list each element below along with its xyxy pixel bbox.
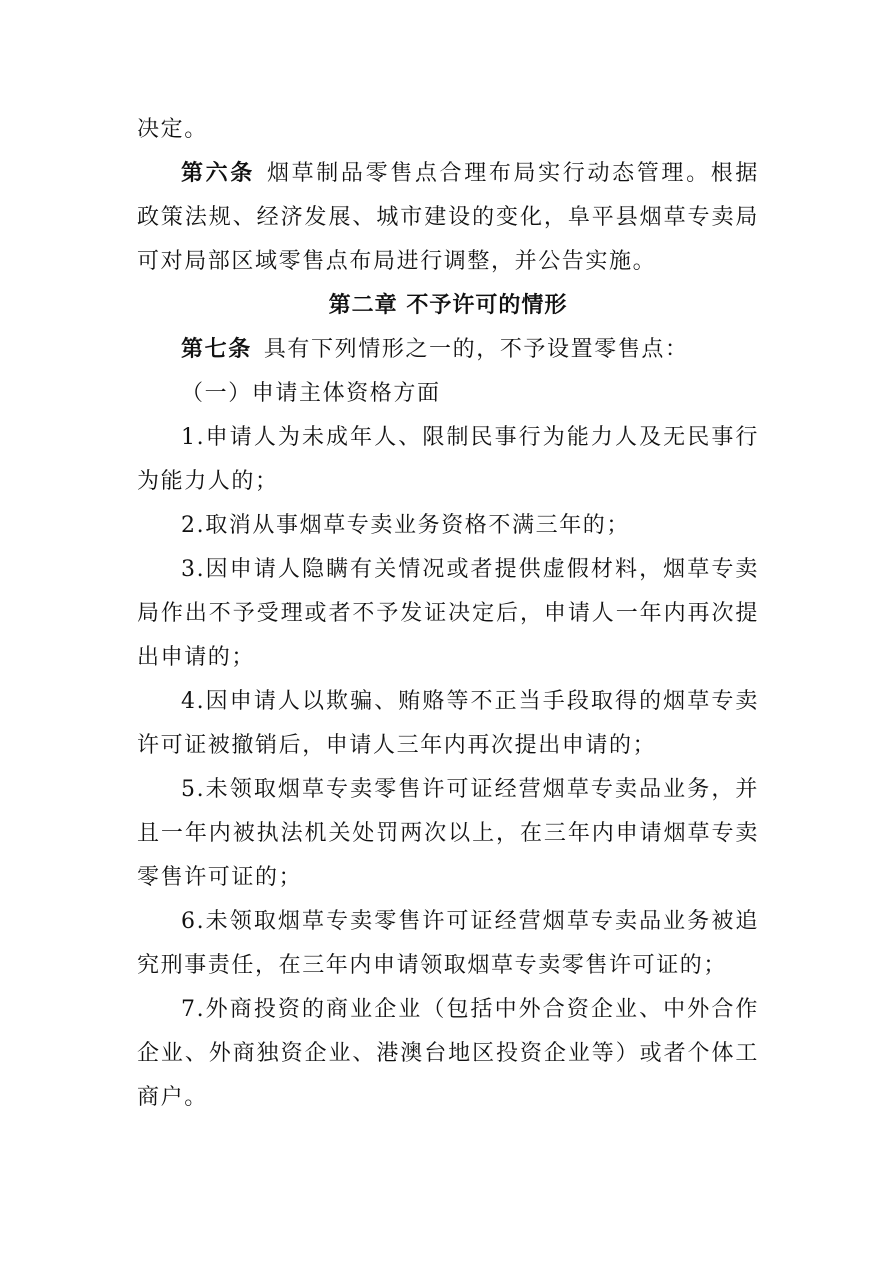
continued-text: 决定。 — [137, 117, 208, 142]
list-item: 1.申请人为未成年人、限制民事行为能力人及无民事行为能力人的； — [137, 425, 759, 494]
continued-paragraph — [137, 108, 759, 152]
list-item: 4.因申请人以欺骗、贿赂等不正当手段取得的烟草专卖许可证被撤销后，申请人三年内再次提出申请的； — [137, 689, 759, 758]
article-6-text: 烟草制品零售点合理布局实行动态管理。根据政策法规、经济发展、城市建设的变化，阜平县烟草专卖局可对局部区域零售点布局进行调整，并公告实施。 — [137, 161, 759, 274]
chapter-2-heading: 第二章 不予许可的情形 — [328, 293, 568, 318]
document-body — [137, 108, 759, 1120]
list-item: 6.未领取烟草专卖零售许可证经营烟草专卖品业务被追究刑事责任，在三年内申请领取烟草专卖零售许可证的； — [137, 909, 759, 978]
list-item: 3.因申请人隐瞒有关情况或者提供虚假材料，烟草专卖局作出不予受理或者不予发证决定后，申请人一年内再次提出申请的； — [137, 557, 759, 670]
article-6-paragraph — [137, 152, 759, 284]
list-item: 2.取消从事烟草专卖业务资格不满三年的； — [181, 513, 630, 538]
list-item: 5.未领取烟草专卖零售许可证经营烟草专卖品业务，并且一年内被执法机关处罚两次以上，在三年内申请烟草专卖零售许可证的； — [137, 777, 759, 890]
article-7-text: 具有下列情形之一的，不予设置零售点： — [263, 337, 689, 362]
article-7-label: 第七条 — [181, 337, 252, 362]
article-6-label: 第六条 — [181, 161, 255, 186]
section-1-heading: （一）申请主体资格方面 — [181, 381, 441, 406]
article-7-paragraph — [137, 328, 759, 372]
list-item: 7.外商投资的商业企业（包括中外合资企业、中外合作企业、外商独资企业、港澳台地区投资企业等）或者个体工商户。 — [137, 997, 759, 1110]
